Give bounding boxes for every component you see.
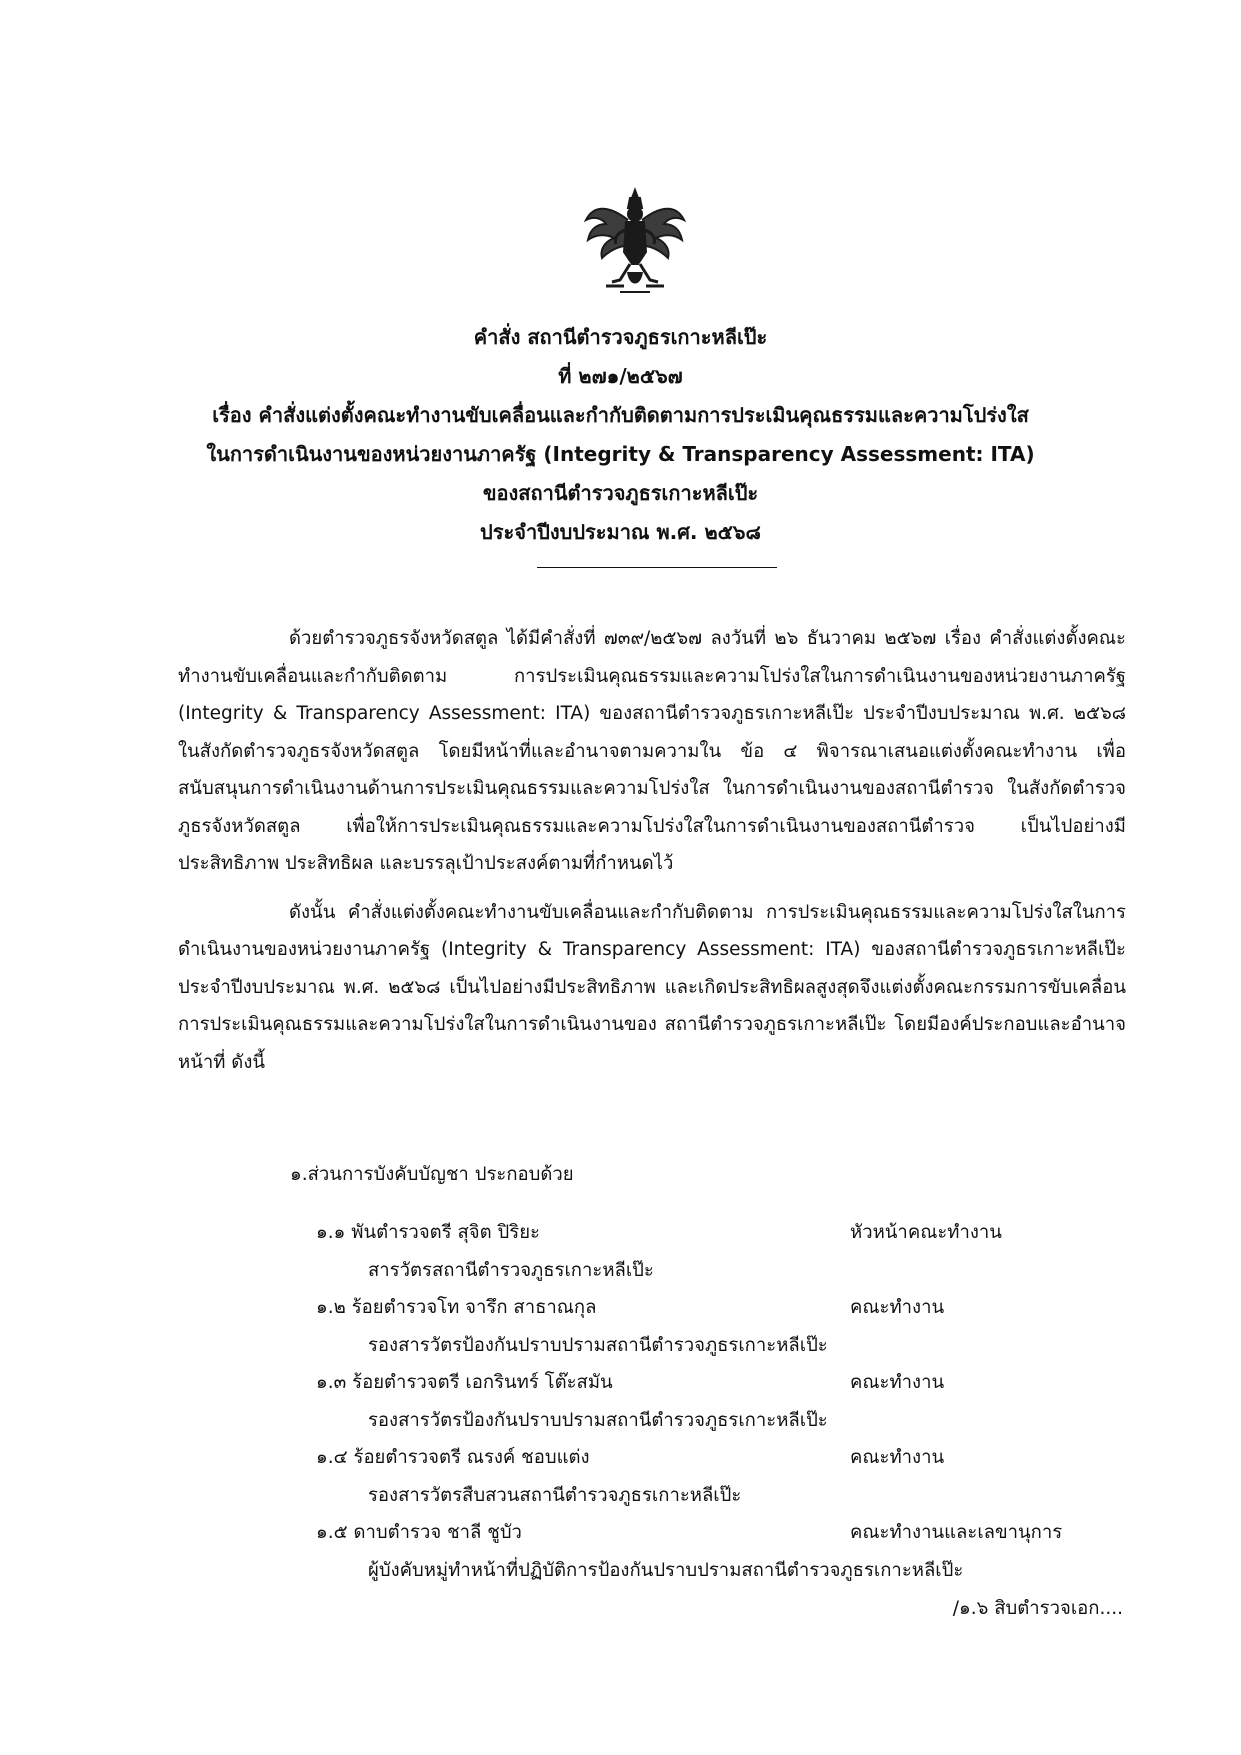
order-title: คำสั่ง สถานีตำรวจภูธรเกาะหลีเป๊ะ bbox=[473, 325, 768, 349]
paragraph-1: ด้วยตำรวจภูธรจังหวัดสตูล ได้มีคำสั่งที่ ๗๓๙/๒๕๖๗ ลงวันที่ ๒๖ ธันวาคม ๒๕๖๗ เรื่อง คำสั่งแต่งตั้งคณะทำงานขับเคลื่อนและกำกับติดตาม การประเมินคุณธรรมและความโปร่งใสในการดำเนินงานของหน่วยงานภาครัฐ (Integrity & Transparency Assessment: ITA) ของสถานีตำรวจภูธรเกาะหลีเป๊ะ ประจำปีงบประมาณ พ.ศ. ๒๕๖๘ ในสังกัดตำรวจภูธรจังหวัดสตูล โดยมีหน้าที่และอำนาจตามความใน ข้อ ๔ พิจารณาเสนอแต่งตั้งคณะทำงาน เพื่อสนับสนุนการดำเนินงานด้านการประเมินคุณธรรมและความโปร่งใส ในการดำเนินงานของสถานีตำรวจ ในสังกัดตำรวจภูธรจังหวัดสตูล เพื่อให้การประเมินคุณธรรมและความโปร่งใสในการดำเนินงานของสถานีตำรวจ เป็นไปอย่างมีประสิทธิภาพ ประสิทธิผล และบรรลุเป้าประสงค์ตามที่กำหนดไว้ bbox=[178, 628, 1126, 874]
subject-line-1: เรื่อง คำสั่งแต่งตั้งคณะทำงานขับเคลื่อนและกำกับติดตามการประเมินคุณธรรมและความโปร่งใส bbox=[212, 403, 1029, 427]
section-1-title: ๑.ส่วนการบังคับบัญชา ประกอบด้วย bbox=[290, 1164, 574, 1185]
member-row bbox=[316, 1439, 1136, 1477]
document-body bbox=[178, 620, 1126, 1081]
member-list bbox=[316, 1214, 1136, 1589]
subject-line-2: ในการดำเนินงานของหน่วยงานภาครัฐ (Integrity & Transparency Assessment: ITA) bbox=[206, 442, 1035, 466]
member-name: ๑.๕ ดาบตำรวจ ชาลี ชูบัว bbox=[316, 1522, 522, 1543]
subject-line-3: ของสถานีตำรวจภูธรเกาะหลีเป๊ะ bbox=[482, 481, 759, 505]
member-row bbox=[316, 1514, 1136, 1552]
garuda-emblem-icon bbox=[580, 186, 690, 302]
member-name: ๑.๓ ร้อยตำรวจตรี เอกรินทร์ โต๊ะสมัน bbox=[316, 1372, 613, 1393]
member-role: คณะทำงาน bbox=[850, 1372, 945, 1393]
member-row bbox=[316, 1364, 1136, 1402]
member-role: คณะทำงาน bbox=[850, 1297, 945, 1318]
fiscal-year-line: ประจำปีงบประมาณ พ.ศ. ๒๕๖๘ bbox=[480, 520, 761, 544]
member-name: ๑.๑ พันตำรวจตรี สุจิต ปิริยะ bbox=[316, 1222, 540, 1243]
member-role: หัวหน้าคณะทำงาน bbox=[850, 1222, 1002, 1243]
member-row bbox=[316, 1289, 1136, 1327]
paragraph-2: ดังนั้น คำสั่งแต่งตั้งคณะทำงานขับเคลื่อนและกำกับติดตาม การประเมินคุณธรรมและความโปร่งใสในการดำเนินงานของหน่วยงานภาครัฐ (Integrity & Transparency Assessment: ITA) ของสถานีตำรวจภูธรเกาะหลีเป๊ะ ประจำปีงบประมาณ พ.ศ. ๒๕๖๘ เป็นไปอย่างมีประสิทธิภาพ และเกิดประสิทธิผลสูงสุดจึงแต่งตั้งคณะกรรมการขับเคลื่อนการประเมินคุณธรรมและความโปร่งใสในการดำเนินงานของ สถานีตำรวจภูธรเกาะหลีเป๊ะ โดยมีองค์ประกอบและอำนาจหน้าที่ ดังนี้ bbox=[178, 901, 1126, 1073]
member-position: สารวัตรสถานีตำรวจภูธรเกาะหลีเป๊ะ bbox=[368, 1259, 654, 1281]
member-name: ๑.๔ ร้อยตำรวจตรี ณรงค์ ชอบแต่ง bbox=[316, 1447, 590, 1468]
member-position: รองสารวัตรสืบสวนสถานีตำรวจภูธรเกาะหลีเป๊ะ bbox=[368, 1484, 742, 1506]
member-position: รองสารวัตรป้องกันปราบปรามสถานีตำรวจภูธรเกาะหลีเป๊ะ bbox=[368, 1409, 828, 1431]
member-name: ๑.๒ ร้อยตำรวจโท จารึก สาธาณกุล bbox=[316, 1297, 597, 1318]
order-number: ที่ ๒๗๑/๒๕๖๗ bbox=[558, 364, 683, 388]
member-position: ผู้บังคับหมู่ทำหน้าที่ปฏิบัติการป้องกันปราบปรามสถานีตำรวจภูธรเกาะหลีเป๊ะ bbox=[368, 1559, 964, 1581]
member-row bbox=[316, 1214, 1136, 1252]
document-header bbox=[0, 318, 1241, 552]
member-role: คณะทำงานและเลขานุการ bbox=[850, 1522, 1063, 1543]
member-position: รองสารวัตรป้องกันปราบปรามสถานีตำรวจภูธรเกาะหลีเป๊ะ bbox=[368, 1334, 828, 1356]
page-continuation: /๑.๖ สิบตำรวจเอก.... bbox=[952, 1598, 1123, 1619]
header-divider bbox=[537, 567, 777, 568]
member-role: คณะทำงาน bbox=[850, 1447, 945, 1468]
